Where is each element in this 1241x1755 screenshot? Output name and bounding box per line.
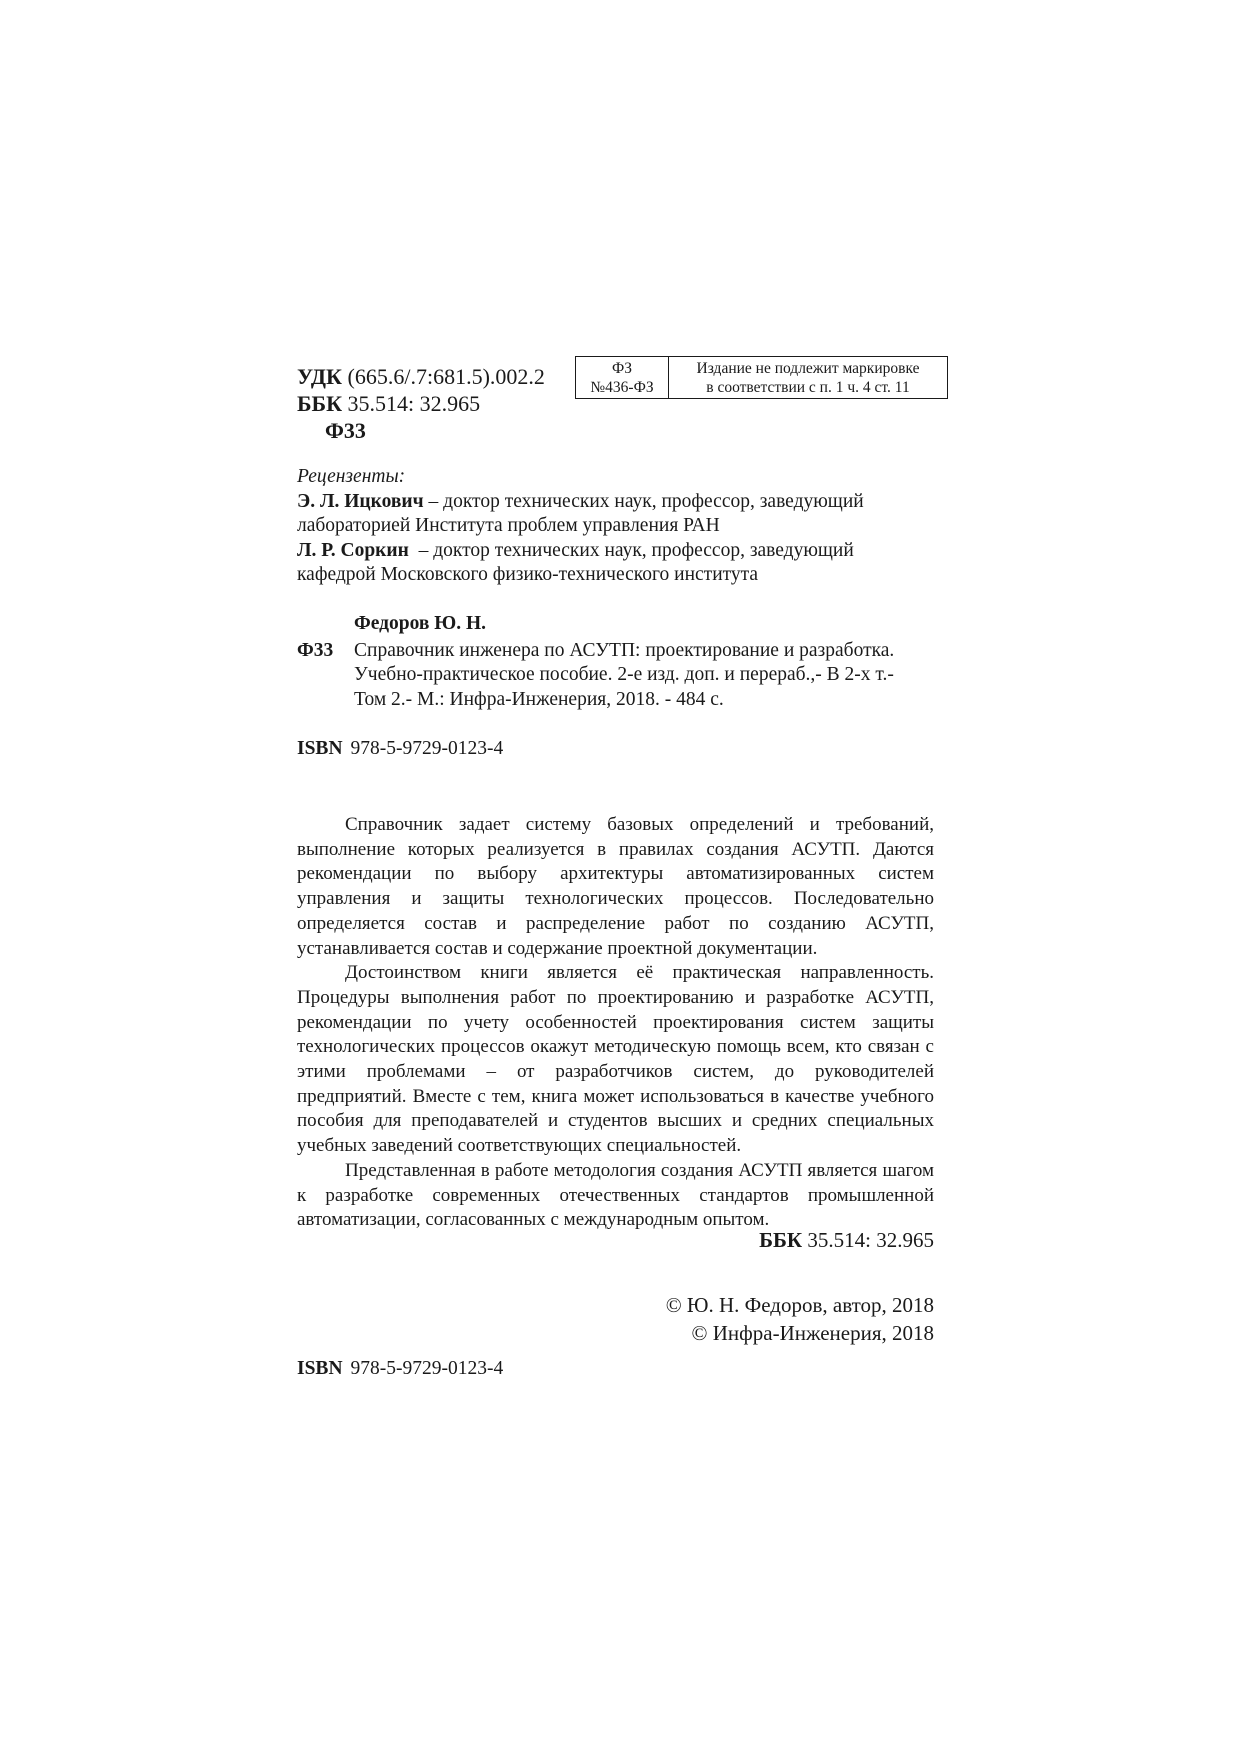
bbk-line bbox=[297, 390, 545, 417]
reviewer-affiliation: лабораторией Института проблем управления РАН bbox=[297, 515, 720, 536]
isbn-label: ISBN bbox=[297, 738, 343, 759]
reviewer-entry bbox=[297, 539, 864, 588]
author-code: Ф33 bbox=[325, 418, 366, 443]
law-text-line: в соответствии с п. 1 ч. 4 ст. 11 bbox=[706, 379, 910, 396]
reviewer-name: Э. Л. Ицкович bbox=[297, 490, 424, 512]
bbk-value: 35.514: 32.965 bbox=[347, 391, 481, 416]
law-code-line: №436-ФЗ bbox=[590, 379, 654, 396]
reviewers-section bbox=[297, 465, 864, 588]
bbk-label: ББК bbox=[297, 391, 343, 416]
abstract-paragraph: Представленная в работе методология создания АСУТП является шагом к разработке современных отечественных стандартов промышленной автоматизации, согласованных с международным опытом. bbox=[297, 1159, 934, 1231]
law-notice-code bbox=[576, 357, 669, 398]
isbn-value: 978-5-9729-0123-4 bbox=[350, 1358, 504, 1379]
isbn-value: 978-5-9729-0123-4 bbox=[350, 738, 504, 759]
law-notice-text bbox=[669, 357, 947, 398]
isbn-top bbox=[297, 738, 503, 760]
abstract-paragraph: Достоинством книги является её практическая направленность. Процедуры выполнения работ по проектированию и разработке АСУТП, рекомендации по учету особенностей проектирования систем защиты технологических процессов окажут методическую помощь всем, кто связан с этими проблемами – от разработчиков систем, до руководителей предприятий. Вместе с тем, книга может использоваться в качестве учебного пособия для преподавателей и студентов высших и средних специальных учебных заведений соответствующих специальностей. bbox=[297, 962, 934, 1157]
copyright-block bbox=[666, 1291, 934, 1347]
bbk-value: 35.514: 32.965 bbox=[807, 1228, 934, 1252]
bibliographic-record bbox=[297, 612, 894, 712]
record-code: Ф33 bbox=[297, 639, 334, 661]
abstract bbox=[297, 813, 934, 1233]
reviewer-credentials: – доктор технических наук, профессор, заведующий bbox=[423, 490, 864, 512]
bbk-bottom bbox=[759, 1228, 934, 1253]
record-desc-line: Учебно-практическое пособие. 2-е изд. доп. и перераб.,- В 2-х т.- bbox=[354, 664, 894, 685]
law-text-line: Издание не подлежит маркировке bbox=[696, 360, 920, 377]
udk-value: (665.6/.7:681.5).002.2 bbox=[347, 364, 545, 389]
reviewers-title: Рецензенты: bbox=[297, 466, 406, 487]
copyright-line: © Ю. Н. Федоров, автор, 2018 bbox=[665, 1293, 934, 1317]
author-name: Федоров Ю. Н. bbox=[354, 613, 487, 634]
law-notice-box bbox=[575, 356, 948, 399]
record-desc-line: Том 2.- М.: Инфра-Инженерия, 2018. - 484 с. bbox=[354, 688, 724, 710]
classification-block bbox=[297, 363, 545, 444]
reviewer-affiliation: кафедрой Московского физико-технического института bbox=[297, 564, 759, 585]
isbn-bottom bbox=[297, 1358, 503, 1380]
reviewer-entry bbox=[297, 490, 864, 539]
bbk-label: ББК bbox=[759, 1228, 803, 1252]
udk-line bbox=[297, 363, 545, 390]
isbn-label: ISBN bbox=[297, 1358, 343, 1379]
abstract-paragraph: Справочник задает систему базовых определений и требований, выполнение которых реализуется в правилах создания АСУТП. Даются рекомендации по выбору архитектуры автоматизированных систем управления и защиты технологических процессов. Последовательно определяется состав и распределение работ по созданию АСУТП, устанавливается состав и содержание проектной документации. bbox=[297, 814, 934, 959]
copyright-line: © Инфра-Инженерия, 2018 bbox=[691, 1321, 934, 1345]
record-desc-line: Справочник инженера по АСУТП: проектирование и разработка. bbox=[354, 639, 895, 661]
reviewer-name: Л. Р. Соркин bbox=[297, 539, 409, 561]
udk-label: УДК bbox=[297, 364, 343, 389]
law-code-line: ФЗ bbox=[611, 360, 632, 377]
reviewer-credentials: – доктор технических наук, профессор, заведующий bbox=[408, 539, 854, 561]
